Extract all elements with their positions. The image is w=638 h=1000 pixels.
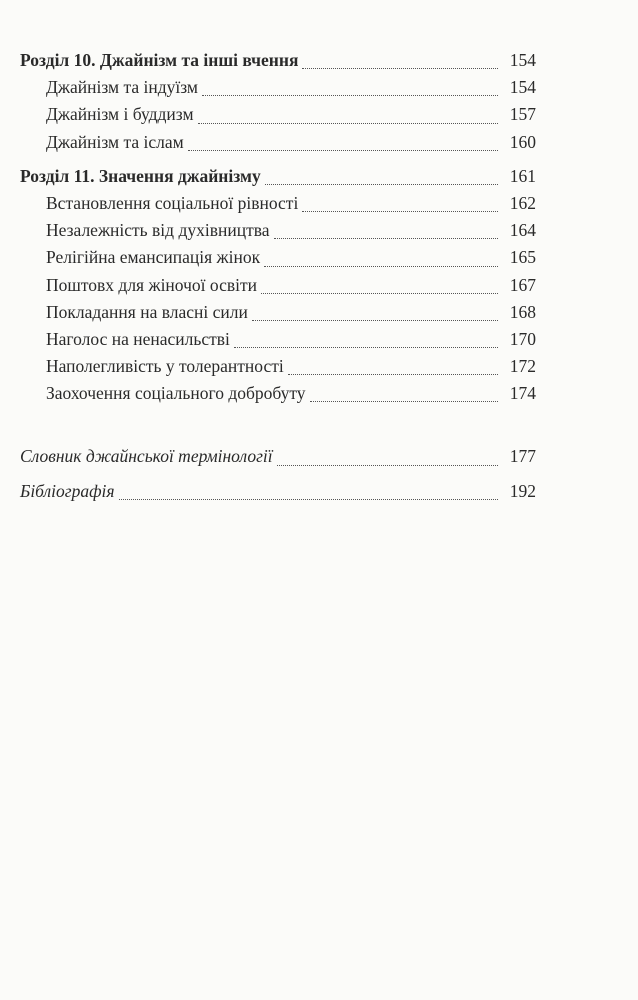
toc-entry-title: Заохочення соціального добробуту <box>46 383 306 404</box>
toc-entry[interactable] <box>20 244 536 271</box>
toc-entry-glossary[interactable] <box>20 443 536 470</box>
toc-entry-title: Джайнізм та індуїзм <box>46 77 198 98</box>
toc-entry-title: Розділ 11. Значення джайнізму <box>20 165 261 186</box>
toc-entry[interactable] <box>20 353 536 380</box>
dot-leader <box>265 184 498 185</box>
spacer <box>20 407 536 443</box>
dot-leader <box>264 266 498 267</box>
toc-entry-chapter-11[interactable] <box>20 163 536 190</box>
dot-leader <box>198 123 498 124</box>
toc-entry-page: 161 <box>509 165 536 186</box>
dot-leader <box>310 401 498 402</box>
toc-entry-title: Наголос на ненасильстві <box>46 328 230 349</box>
toc-entry-page: 164 <box>509 220 536 241</box>
toc-entry-page: 160 <box>509 131 536 152</box>
table-of-contents <box>20 47 536 505</box>
toc-entry-title: Незалежність від духівництва <box>46 220 270 241</box>
toc-entry-title: Словник джайнської термінології <box>20 446 273 467</box>
toc-entry[interactable] <box>20 272 536 299</box>
toc-entry-title: Джайнізм і буддизм <box>46 104 194 125</box>
dot-leader <box>261 293 498 294</box>
toc-entry[interactable] <box>20 380 536 407</box>
toc-entry-page: 165 <box>509 247 536 268</box>
toc-entry-page: 157 <box>509 104 536 125</box>
dot-leader <box>119 499 498 500</box>
toc-entry-page: 154 <box>509 77 536 98</box>
dot-leader <box>288 374 498 375</box>
dot-leader <box>234 347 498 348</box>
toc-entry[interactable] <box>20 129 536 156</box>
toc-entry-title: Бібліографія <box>20 480 115 501</box>
toc-entry-title: Покладання на власні сили <box>46 301 248 322</box>
spacer <box>20 156 536 163</box>
toc-entry-page: 192 <box>509 480 536 501</box>
dot-leader <box>277 465 498 466</box>
toc-entry-page: 174 <box>509 383 536 404</box>
toc-entry-page: 168 <box>509 301 536 322</box>
toc-entry-chapter-10[interactable] <box>20 47 536 74</box>
dot-leader <box>274 238 498 239</box>
toc-entry-title: Розділ 10. Джайнізм та інші вчення <box>20 50 299 70</box>
toc-entry[interactable] <box>20 101 536 128</box>
dot-leader <box>188 150 498 151</box>
spacer <box>20 471 536 478</box>
toc-entry-page: 172 <box>509 356 536 377</box>
toc-entry[interactable] <box>20 74 536 101</box>
dot-leader <box>302 68 498 69</box>
toc-entry[interactable] <box>20 326 536 353</box>
dot-leader <box>302 211 498 212</box>
toc-entry-page: 154 <box>509 50 536 70</box>
dot-leader <box>202 95 498 96</box>
toc-entry-page: 170 <box>509 328 536 349</box>
toc-entry[interactable] <box>20 299 536 326</box>
toc-entry-page: 177 <box>509 446 536 467</box>
toc-entry-bibliography[interactable] <box>20 478 536 505</box>
toc-entry-title: Поштовх для жіночої освіти <box>46 274 257 295</box>
toc-entry[interactable] <box>20 190 536 217</box>
toc-entry-title: Встановлення соціальної рівності <box>46 192 299 213</box>
toc-entry-page: 162 <box>509 192 536 213</box>
toc-entry[interactable] <box>20 217 536 244</box>
toc-entry-page: 167 <box>509 274 536 295</box>
dot-leader <box>252 320 498 321</box>
toc-entry-title: Джайнізм та іслам <box>46 131 184 152</box>
toc-entry-title: Релігійна емансипація жінок <box>46 247 261 268</box>
toc-entry-title: Наполегливість у толерантності <box>46 356 284 377</box>
